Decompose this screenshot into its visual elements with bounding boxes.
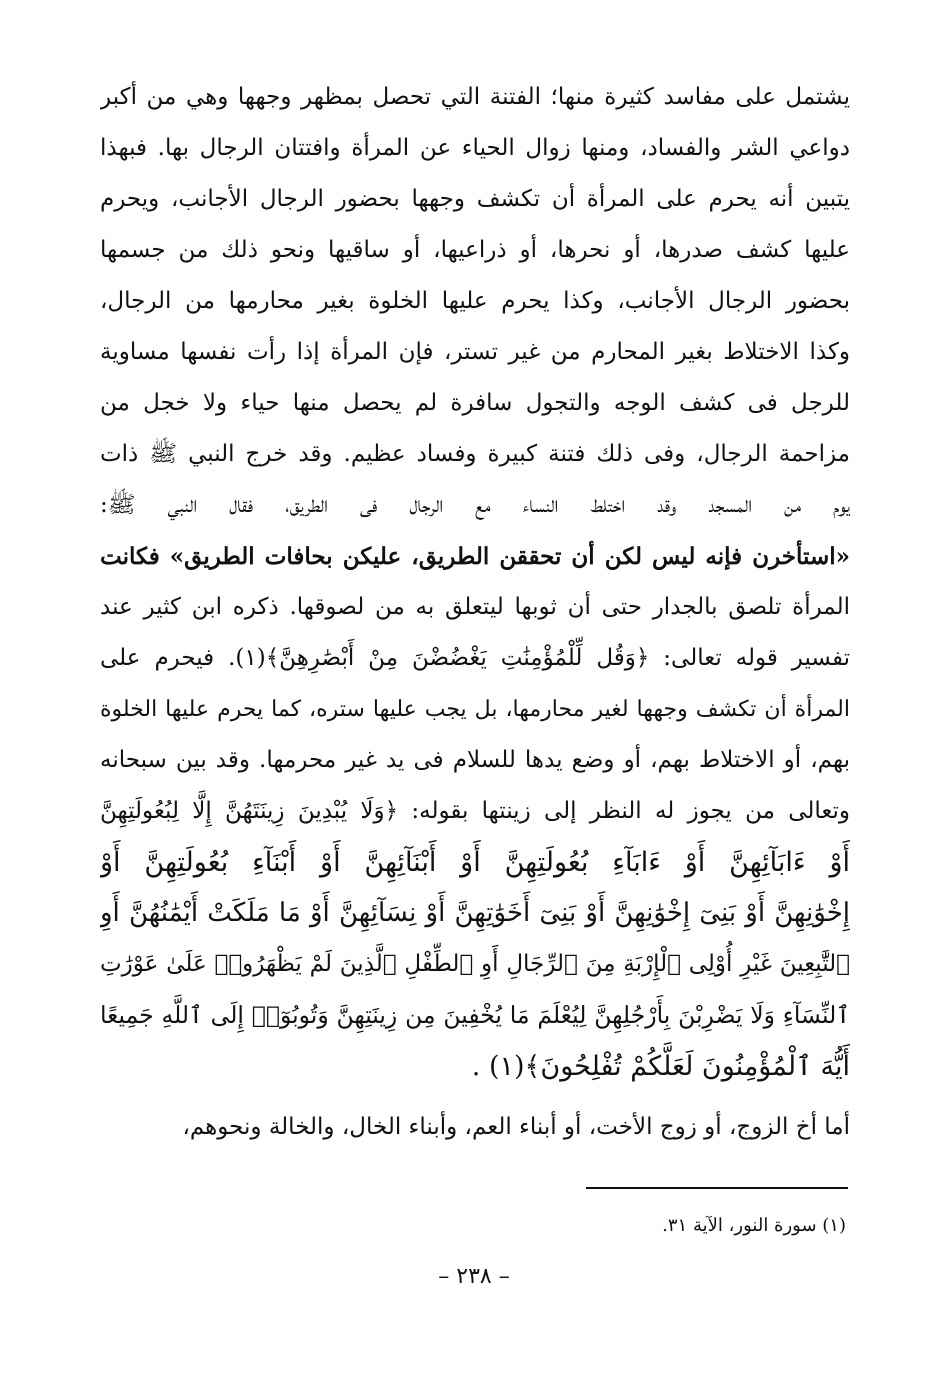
- text-line: يتبين أنه يحرم على المرأة أن تكشف وجهها بحضور الرجال الأجانب، ويحرم: [100, 186, 850, 212]
- quran-verse-line: إِخْوَٰنِهِنَّ أَوْ بَنِىٓ إِخْوَٰنِهِنَّ أَوْ بَنِىٓ أَخَوَٰتِهِنَّ أَوْ نِسَآئِهِنَّ أَوْ مَا مَلَكَتْ أَيْمَٰنُهُنَّ أَوِ: [100, 898, 850, 928]
- text-line: يوم من المسجد وقد اختلط النساء مع الرجال فى الطريق، فقال النبي ﷺ:: [100, 492, 850, 518]
- text-line: بهم، أو الاختلاط بهم، أو وضع يدها للسلام فى يد غير محرمها. وقد بين سبحانه: [100, 747, 850, 773]
- text-line: بحضور الرجال الأجانب، وكذا يحرم عليها الخلوة بغير محارمها من الرجال،: [100, 288, 850, 314]
- quran-verse-line: أَيُّهَ ٱلْمُؤْمِنُونَ لَعَلَّكُمْ تُفْلِحُونَ﴾(١) .: [471, 1051, 850, 1082]
- text-line: عليها كشف صدرها، أو نحرها، أو ذراعيها، أو ساقيها ونحو ذلك من جسمها: [100, 237, 850, 263]
- text-line: وتعالى من يجوز له النظر إلى زينتها بقوله: ﴿وَلَا يُبْدِينَ زِينَتَهُنَّ إِلَّا لِبُعُولَتِهِنَّ: [100, 798, 850, 824]
- quran-verse-line: أَوْ ءَابَآئِهِنَّ أَوْ ءَابَآءِ بُعُولَتِهِنَّ أَوْ أَبْنَآئِهِنَّ أَوْ أَبْنَآءِ بُعُولَتِهِنَّ أَوْ: [100, 847, 850, 878]
- text-line: للرجل فى كشف الوجه والتجول سافرة لم يحصل منها حياء ولا خجل من: [100, 390, 850, 416]
- text-line: وكذا الاختلاط بغير المحارم من غير تستر، فإن المرأة إذا رأت نفسها مساوية: [100, 339, 850, 365]
- footnote-divider: [586, 1187, 848, 1189]
- quran-verse-line: ٱلتَّٰبِعِينَ غَيْرِ أُوْلِى ٱلْإِرْبَةِ مِنَ ٱلرِّجَالِ أَوِ ٱلطِّفْلِ ٱلَّذِينَ لَمْ يَظْهَرُوا۟ عَلَىٰ عَوْرَٰتِ: [100, 951, 850, 977]
- text-line: يشتمل على مفاسد كثيرة منها؛ الفتنة التي تحصل بمظهر وجهها وهي من أكبر: [100, 84, 850, 110]
- hadith-line: «استأخرن فإنه ليس لكن أن تحققن الطريق، عليكن بحافات الطريق» فكانت: [100, 543, 850, 570]
- text-line: مزاحمة الرجال، وفى ذلك فتنة كبيرة وفساد عظيم. وقد خرج النبي ﷺ ذات: [100, 441, 850, 467]
- second-paragraph: أما أخ الزوج، أو زوج الأخت، أو أبناء العم، وأبناء الخال، والخالة ونحوهم،: [182, 1114, 850, 1140]
- text-line: تفسير قوله تعالى: ﴿وَقُل لِّلْمُؤْمِنَٰتِ يَغْضُضْنَ مِنْ أَبْصَٰرِهِنَّ﴾(١). فيحرم على: [100, 645, 850, 671]
- footnote: (١) سورة النور، الآية ٣١.: [662, 1215, 846, 1236]
- text-line: دواعي الشر والفساد، ومنها زوال الحياء عن المرأة وافتتان الرجال بها. فبهذا: [100, 135, 850, 161]
- text-line: المرأة تلصق بالجدار حتى أن ثوبها ليتعلق به من لصوقها. ذكره ابن كثير عند: [100, 594, 850, 620]
- text-line: المرأة أن تكشف وجهها لغير محارمها، بل يجب عليها ستره، كما يحرم عليها الخلوة: [100, 697, 850, 722]
- main-paragraph: [100, 72, 850, 1092]
- page-number: – ٢٣٨ –: [438, 1264, 510, 1289]
- quran-verse-line: ٱلنِّسَآءِ وَلَا يَضْرِبْنَ بِأَرْجُلِهِنَّ لِيُعْلَمَ مَا يُخْفِينَ مِن زِينَتِهِنَّ وَتُوبُوٓا۟ إِلَى ٱللَّهِ جَمِيعًا: [100, 1001, 850, 1029]
